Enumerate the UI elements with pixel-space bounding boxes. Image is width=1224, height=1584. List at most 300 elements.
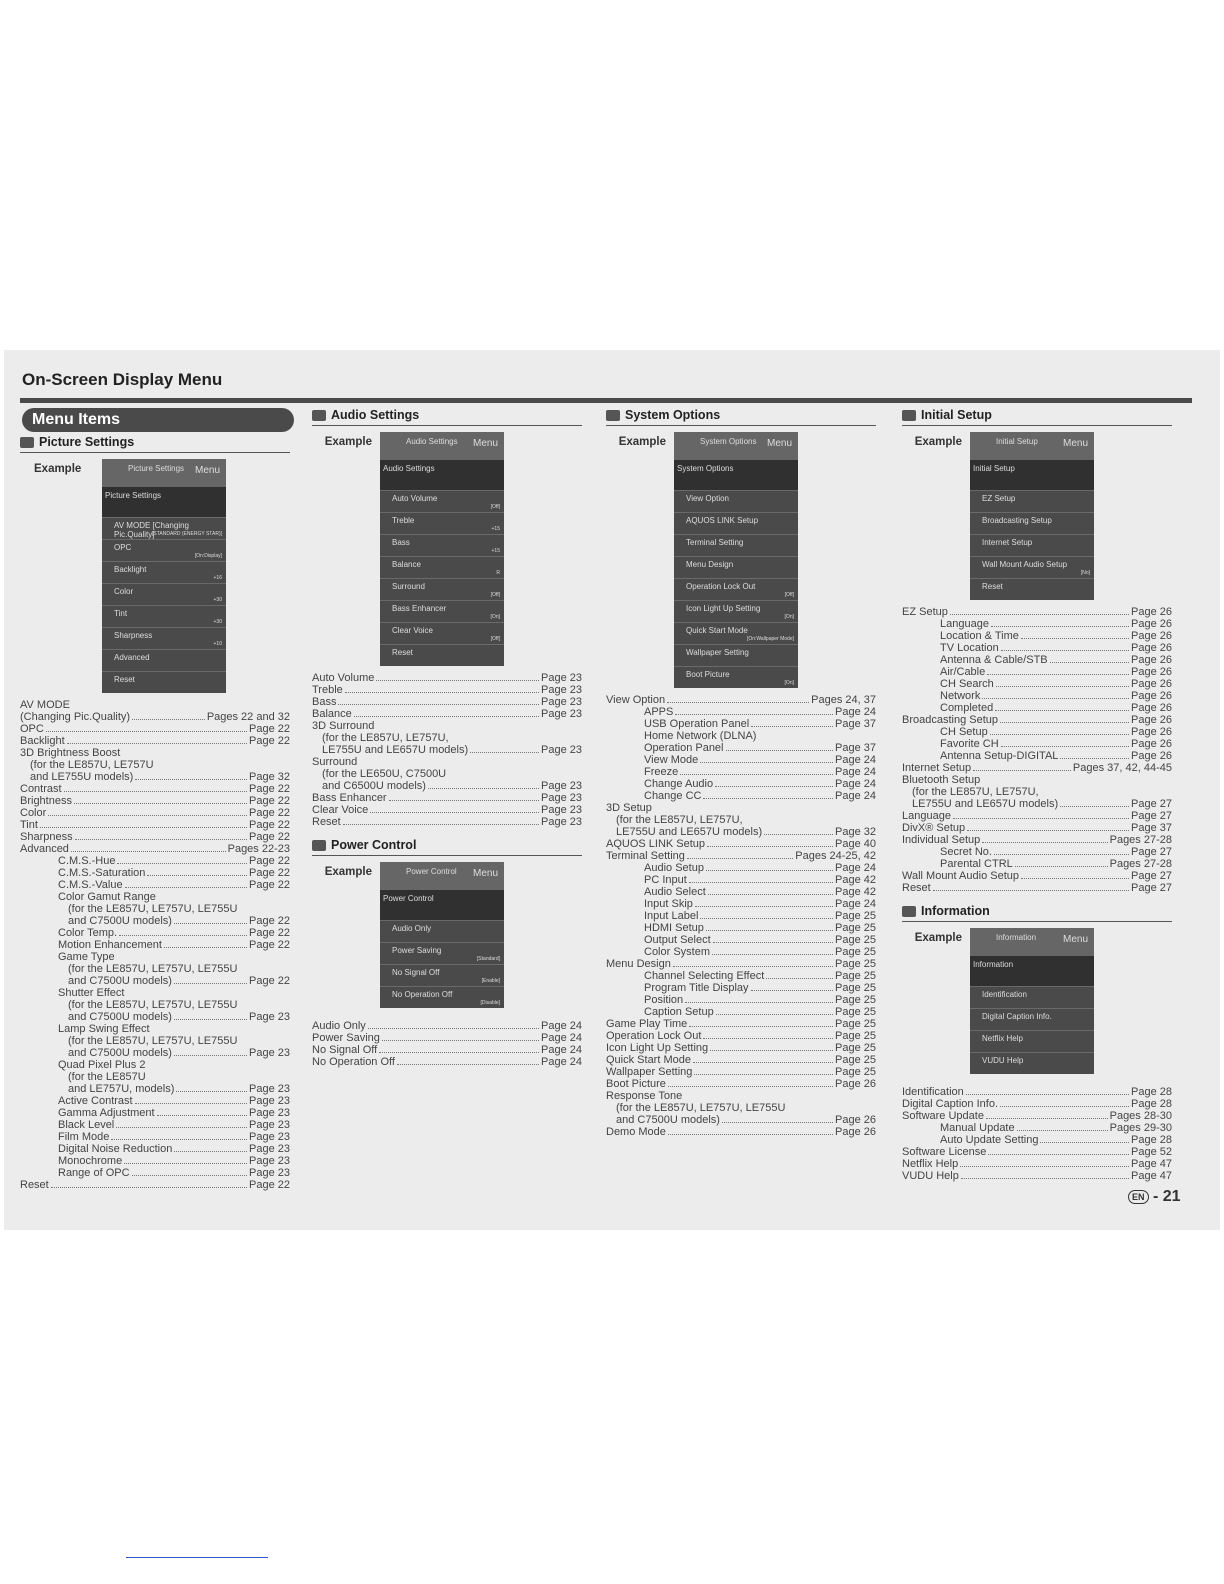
dot-leader [164,947,247,948]
index-entry [606,718,876,730]
index-entry [20,1119,290,1131]
system-column [606,408,876,1138]
entry-label: Freeze [644,766,679,778]
index-entry-heading: Bluetooth Setup [902,774,981,786]
index-entry [606,766,876,778]
index-entry [20,1179,290,1191]
entry-label: Manual Update [940,1122,1015,1134]
entry-page: Page 23 [541,696,582,708]
dot-leader [1001,746,1129,747]
index-entry [606,1018,876,1030]
dot-leader [376,680,539,681]
entry-label: Operation Lock Out [606,1030,702,1042]
entry-label: and C7500U models) [68,1047,172,1059]
index-entry-heading: (for the LE857U [68,1071,146,1083]
dot-leader [1050,662,1129,663]
index-entry [902,606,1172,618]
entry-page: Page 25 [835,1066,876,1078]
information-menu-panel [970,928,1094,1074]
index-entry [312,1056,582,1068]
menu-item [674,578,798,600]
entry-label: VUDU Help [902,1170,959,1182]
dot-leader [966,1094,1129,1095]
dot-leader [726,750,834,751]
entry-page: Page 24 [541,1056,582,1068]
menu-item-label: Quick Start Mode [686,626,748,635]
entry-label: Color [20,807,47,819]
initial-entries [902,606,1172,894]
dot-leader [354,716,539,717]
menu-item [970,490,1094,512]
index-entry [20,1155,290,1167]
entry-page: Page 26 [1131,606,1172,618]
dot-leader [1060,758,1129,759]
index-entry [902,1086,1172,1098]
dot-leader [713,942,833,943]
dot-leader [397,1064,539,1065]
index-entry [902,690,1172,702]
dot-leader [370,812,539,813]
entry-page: Page 25 [835,946,876,958]
dot-leader [135,1103,247,1104]
menu-item-label: Internet Setup [982,538,1033,547]
dot-leader [174,1151,247,1152]
menu-header [380,432,504,460]
entry-page: Page 26 [1131,618,1172,630]
index-entry-heading: (for the LE857U, LE757U, LE755U [68,903,238,915]
menu-item [102,671,226,693]
entry-label: and C7500U models) [68,975,172,987]
dot-leader [706,930,833,931]
entry-label: Bass Enhancer [312,792,387,804]
entry-label: Position [644,994,684,1006]
dot-leader [751,990,833,991]
index-entry-heading: AV MODE [20,699,70,711]
menu-item-label: Reset [392,648,413,657]
dot-leader [987,674,1129,675]
title-divider [20,398,1192,403]
index-entry [606,1126,876,1138]
index-entry [20,915,290,927]
information-heading: Information [902,904,1172,922]
dot-leader [48,815,247,816]
menu-item [102,539,226,561]
entry-label: Netflix Help [902,1158,959,1170]
index-entry-heading: Surround [312,756,358,768]
audio-example [312,432,582,666]
entry-page: Page 25 [835,970,876,982]
index-entry [312,1020,582,1032]
entry-page: Page 22 [249,723,290,735]
menu-item-value: [On] [784,614,794,620]
menu-item [380,964,504,986]
dot-leader [40,827,247,828]
menu-word: Menu [194,465,220,476]
index-entry [20,927,290,939]
entry-page: Page 22 [249,939,290,951]
initial-menu-panel [970,432,1094,600]
menu-item-value: R [496,570,500,576]
entry-page: Page 27 [1131,798,1172,810]
index-entry-heading: 3D Setup [606,802,652,814]
entry-label: Motion Enhancement [58,939,162,951]
index-entry-heading: Quad Pixel Plus 2 [58,1059,146,1071]
entry-label: LE755U and LE657U models) [322,744,469,756]
index-entry-heading: Game Type [58,951,115,963]
menu-item [380,534,504,556]
system-heading: System Options [606,408,876,426]
index-entry [312,780,582,792]
menu-item [970,512,1094,534]
entry-label: Location & Time [940,630,1019,642]
entry-label: Wallpaper Setting [606,1066,693,1078]
menu-subtitle: Initial Setup [970,460,1094,490]
dot-leader [991,626,1129,627]
dot-leader [379,1052,539,1053]
entry-page: Pages 24, 37 [811,694,876,706]
entry-label: Network [940,690,981,702]
menu-item [970,1052,1094,1074]
menu-item [102,605,226,627]
entry-page: Page 24 [835,898,876,910]
dot-leader [368,1028,539,1029]
dot-leader [960,1166,1129,1167]
page-number-text: 21 [1162,1188,1181,1205]
entry-page: Pages 22 and 32 [206,711,290,723]
dot-leader [135,779,247,780]
dot-leader [382,1040,539,1041]
index-entry [20,819,290,831]
index-entry [902,858,1172,870]
entry-page: Page 23 [249,1155,290,1167]
menu-item [674,600,798,622]
index-entry [312,1032,582,1044]
dot-leader [176,1091,247,1092]
menu-subtitle: System Options [674,460,798,490]
dot-leader [950,614,1129,615]
entry-label: and LE755U models) [30,771,134,783]
menu-item-value: +10 [213,641,222,647]
entry-label: Internet Setup [902,762,972,774]
example-label: Example [914,932,962,944]
entry-label: Input Skip [644,898,693,910]
index-entry-heading: (for the LE857U, LE757U, [322,732,449,744]
index-entry [902,738,1172,750]
entry-page: Pages 29-30 [1109,1122,1172,1134]
dot-leader [389,800,539,801]
entry-label: DivX® Setup [902,822,966,834]
entry-label: Auto Volume [312,672,375,684]
menu-item [674,534,798,556]
entry-page: Pages 27-28 [1109,858,1172,870]
entry-page: Page 22 [249,915,290,927]
entry-page: Page 23 [249,1131,290,1143]
dot-leader [174,1055,247,1056]
index-entry [902,1170,1172,1182]
menu-item-label: Auto Volume [392,494,438,503]
picture-icon [20,437,34,448]
menu-item-label: Balance [392,560,421,569]
entry-page: Page 23 [541,708,582,720]
entry-label: Menu Design [606,958,671,970]
entry-page: Page 27 [1131,882,1172,894]
picture-example [20,459,290,693]
entry-page: Page 22 [249,867,290,879]
entry-page: Page 23 [249,1167,290,1179]
entry-page: Page 26 [1131,654,1172,666]
entry-label: Software License [902,1146,987,1158]
index-entry [606,694,876,706]
entry-page: Page 25 [835,922,876,934]
system-example [606,432,876,688]
example-label: Example [618,436,666,448]
menu-item-label: No Operation Off [392,990,453,999]
index-entry [606,754,876,766]
entry-page: Page 47 [1131,1170,1172,1182]
entry-label: Broadcasting Setup [902,714,999,726]
index-entry-heading: 3D Brightness Boost [20,747,121,759]
entry-page: Page 24 [541,1020,582,1032]
entry-label: Icon Light Up Setting [606,1042,709,1054]
index-entry [902,1146,1172,1158]
index-entry [606,982,876,994]
index-entry [902,750,1172,762]
menu-item [380,578,504,600]
entry-label: TV Location [940,642,999,654]
entry-page: Page 23 [541,684,582,696]
menu-item-label: Netflix Help [982,1034,1023,1043]
dot-leader [1015,866,1108,867]
system-menu-panel [674,432,798,688]
entry-label: EZ Setup [902,606,948,618]
index-entry [312,792,582,804]
menu-item [674,644,798,666]
entry-label: Boot Picture [606,1078,666,1090]
entry-page: Page 23 [249,1047,290,1059]
dot-leader [67,743,247,744]
index-entry [20,1047,290,1059]
menu-item [970,986,1094,1008]
entry-label: Individual Setup [902,834,981,846]
menu-item-label: Icon Light Up Setting [686,604,761,613]
dot-leader [75,839,247,840]
index-entry [20,975,290,987]
index-entry-heading: (for the LE857U, LE757U, LE755U [68,963,238,975]
index-entry [20,1107,290,1119]
menu-item [380,986,504,1008]
setup-icon [902,410,916,421]
index-entry [902,846,1172,858]
menu-item-label: Broadcasting Setup [982,516,1052,525]
speaker-icon [312,410,326,421]
menu-subtitle: Audio Settings [380,460,504,490]
index-entry [902,870,1172,882]
initial-heading: Initial Setup [902,408,1172,426]
entry-label: Clear Voice [312,804,369,816]
menu-item [380,490,504,512]
index-entry [20,711,290,723]
entry-page: Page 26 [1131,738,1172,750]
menu-item-value: [On] [784,680,794,686]
menu-item-value: +15 [491,526,500,532]
index-entry [902,630,1172,642]
dot-leader [343,824,539,825]
entry-page: Page 23 [541,804,582,816]
entry-label: and C7500U models) [616,1114,720,1126]
example-label: Example [34,463,82,475]
index-entry [20,771,290,783]
dot-leader [982,698,1129,699]
dot-leader [988,1154,1129,1155]
index-entry [902,618,1172,630]
entry-label: and C7500U models) [68,1011,172,1023]
entry-page: Page 22 [249,807,290,819]
menu-item [674,490,798,512]
index-entry [902,834,1172,846]
menu-header [102,459,226,487]
footer-rule [126,1557,268,1558]
dot-leader [668,1086,833,1087]
dot-leader [703,798,833,799]
entry-page: Page 25 [835,1042,876,1054]
dot-leader [675,714,833,715]
entry-page: Page 25 [835,1054,876,1066]
dot-leader [667,702,809,703]
menu-item-value: [STANDARD (ENERGY STAR)] [151,531,222,537]
picture-menu-panel [102,459,226,693]
entry-label: Audio Setup [644,862,704,874]
power-heading: Power Control [312,838,582,856]
entry-page: Page 42 [835,886,876,898]
entry-label: Color System [644,946,711,958]
menu-item-label: Treble [392,516,415,525]
dot-leader [1017,1130,1108,1131]
dot-leader [345,692,539,693]
index-entry [902,666,1172,678]
entry-label: Gamma Adjustment [58,1107,155,1119]
index-entry-heading: (for the LE857U, LE757U, [912,786,1039,798]
index-entry [606,1066,876,1078]
entry-page: Page 37 [835,718,876,730]
menu-title: System Options [700,437,757,446]
entry-page: Page 40 [835,838,876,850]
menu-item-label: AV MODE [Changing Pic.Quality] [114,521,189,539]
entry-page: Page 24 [835,754,876,766]
menu-item-label: Terminal Setting [686,538,744,547]
entry-page: Pages 24-25, 42 [795,850,876,862]
dot-leader [715,786,833,787]
menu-item [970,1030,1094,1052]
index-entry [902,1098,1172,1110]
entry-label: Software Update [902,1110,984,1122]
example-label: Example [914,436,962,448]
menu-item-label: Bass Enhancer [392,604,447,613]
dot-leader [46,731,247,732]
dot-leader [751,726,833,727]
entry-page: Page 26 [835,1114,876,1126]
information-entries [902,1086,1172,1182]
index-entry [606,886,876,898]
power-entries [312,1020,582,1068]
dot-leader [707,846,833,847]
dot-leader [695,906,833,907]
entry-page: Page 27 [1131,846,1172,858]
index-entry [606,874,876,886]
menu-item-value: [Disable] [480,1000,500,1006]
menu-item-label: Surround [392,582,425,591]
index-entry [312,708,582,720]
menu-item [674,556,798,578]
entry-label: Channel Selecting Effect [644,970,765,982]
page-number: EN - 21 [1128,1188,1181,1206]
entry-label: Color Temp. [58,927,118,939]
menu-word: Menu [1062,934,1088,945]
menu-item-label: Operation Lock Out [686,582,756,591]
entry-page: Page 24 [541,1044,582,1056]
dot-leader [673,966,833,967]
language-badge: EN [1128,1190,1149,1204]
menu-item [970,578,1094,600]
index-entry-heading: 3D Surround [312,720,375,732]
dot-leader [994,854,1129,855]
entry-page: Page 23 [541,816,582,828]
entry-label: LE755U and LE657U models) [616,826,763,838]
example-label: Example [324,866,372,878]
entry-label: Digital Caption Info. [902,1098,998,1110]
index-entry [20,1167,290,1179]
menu-title: Power Control [406,867,457,876]
audio-entries [312,672,582,828]
entry-label: Quick Start Mode [606,1054,691,1066]
menu-item [380,622,504,644]
entry-label: AQUOS LINK Setup [606,838,706,850]
entry-label: View Option [606,694,666,706]
entry-page: Page 52 [1131,1146,1172,1158]
power-example [312,862,582,1008]
menu-item-label: Sharpness [114,631,153,640]
entry-page: Page 25 [835,910,876,922]
initial-column [902,408,1172,1182]
entry-page: Page 22 [249,879,290,891]
entry-label: Reset [20,1179,49,1191]
menu-item-value: [Enable] [481,978,500,984]
menu-item [102,561,226,583]
entry-label: Advanced [20,843,69,855]
entry-page: Page 27 [1131,870,1172,882]
menu-subtitle: Power Control [380,890,504,920]
index-entry-heading: (for the LE650U, C7500U [322,768,447,780]
entry-page: Page 25 [835,994,876,1006]
menu-item-value: [Off] [784,592,794,598]
entry-page: Page 25 [835,934,876,946]
menu-item [380,644,504,666]
picture-entries [20,699,290,1191]
entry-page: Page 22 [249,927,290,939]
entry-page: Pages 27-28 [1109,834,1172,846]
menu-item [380,920,504,942]
entry-page: Page 26 [1131,714,1172,726]
dot-leader [338,704,539,705]
entry-page: Page 25 [835,982,876,994]
dot-leader [982,842,1107,843]
dot-leader [712,954,833,955]
menu-item-value: +16 [213,575,222,581]
dot-leader [116,1127,247,1128]
menu-item-label: Bass [392,538,410,547]
dot-leader [953,818,1129,819]
dot-leader [689,882,833,883]
menu-item-label: No Signal Off [392,968,440,977]
